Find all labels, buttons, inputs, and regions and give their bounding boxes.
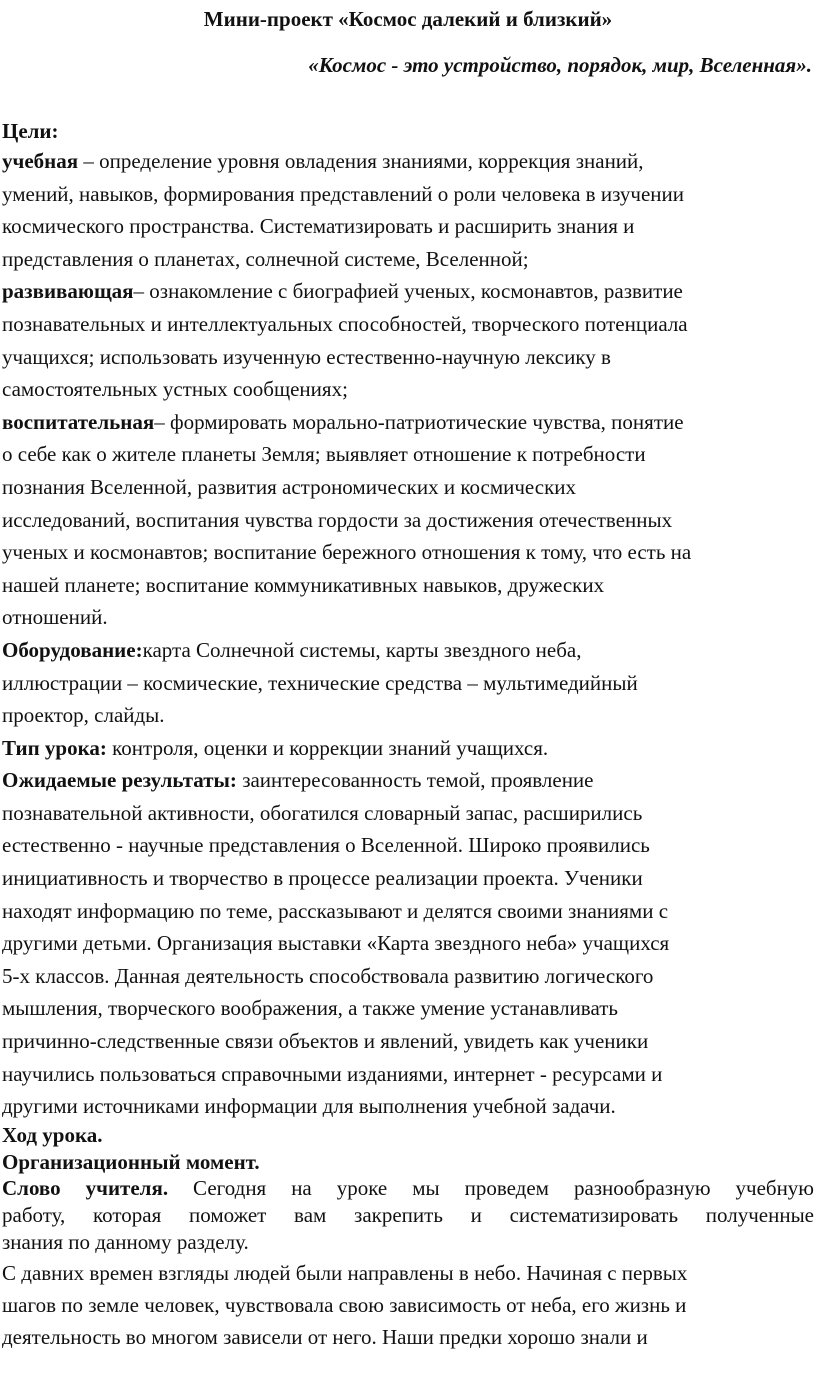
text-line: причинно-следственные связи объектов и явлений, увидеть как ученики	[2, 1029, 649, 1054]
text-line: проектор, слайды.	[2, 703, 165, 728]
text-line: учащихся; использовать изученную естественно-научную лексику в	[2, 344, 611, 369]
text-line: познавательной активности, обогатился словарный запас, расширились	[2, 800, 643, 825]
epigraph: «Космос - это устройство, порядок, мир, Вселенная».	[308, 53, 812, 77]
text-line: мышления, творческого воображения, а также умение устанавливать	[2, 996, 618, 1021]
text-line: познавательных и интеллектуальных способностей, творческого потенциала	[2, 311, 688, 336]
lesson-type-line: Тип урока: контроля, оценки и коррекции знаний учащихся.	[2, 735, 549, 760]
closing-paragraph	[2, 1257, 814, 1353]
lesson-type-label: Тип урока:	[2, 735, 107, 760]
text-line: научились пользоваться справочными изданиями, интернет - ресурсами и	[2, 1061, 663, 1086]
text-line: космического пространства. Систематизировать и расширить знания и	[2, 214, 635, 239]
goals-educational-line-1: учебная – определение уровня овладения знаниями, коррекция знаний,	[2, 149, 644, 173]
goals-developmental-line-1: развивающая– ознакомление с биографией ученых, космонавтов, развитие	[2, 279, 683, 304]
text-line: находят информацию по теме, рассказывают и делятся своими знаниями с	[2, 898, 669, 923]
text-line: С давних времен взгляды людей были направлены в небо. Начиная с первых	[2, 1261, 688, 1285]
document-title: Мини-проект «Космос далекий и близкий»	[203, 7, 613, 31]
upbringing-label: воспитательная	[2, 409, 155, 434]
text-line: шагов по земле человек, чувствовала свою зависимость от неба, его жизнь и	[2, 1293, 687, 1317]
text-line: исследований, воспитания чувства гордости за достижения отечественных	[2, 507, 673, 532]
equipment-label: Оборудование:	[2, 637, 143, 662]
text-line: знания по данному разделу.	[2, 1230, 249, 1254]
goals-heading: Цели:	[2, 119, 59, 143]
text-line: ученых и космонавтов; воспитание бережного отношения к тому, что есть на	[2, 540, 692, 565]
text-line: представления о планетах, солнечной системе, Вселенной;	[2, 246, 529, 271]
text-line: работу, которая поможет вам закрепить и систематизировать полученные	[2, 1203, 814, 1227]
text-line: инициативность и творчество в процессе реализации проекта. Ученики	[2, 866, 643, 891]
text-line: деятельность во многом зависели от него. Наши предки хорошо знали и	[2, 1325, 648, 1349]
text-line: другими источниками информации для выполнения учебной задачи.	[2, 1094, 616, 1119]
text-line: нашей планете; воспитание коммуникативных навыков, дружеских	[2, 572, 605, 597]
equipment-line-1: Оборудование:карта Солнечной системы, карты звездного неба,	[2, 637, 582, 662]
teacher-word-section	[2, 1175, 814, 1256]
expected-results-line-1: Ожидаемые результаты: заинтересованность темой, проявление	[2, 768, 594, 793]
text-line: естественно - научные представления о Вселенной. Широко проявились	[2, 833, 650, 858]
educational-label: учебная	[2, 149, 79, 173]
text-line: самостоятельных устных сообщениях;	[2, 377, 348, 402]
goals-section	[2, 145, 814, 1123]
teacher-word-line-1: Слово учителя. Сегодня на уроке мы проведем разнообразную учебную	[2, 1176, 814, 1200]
lesson-flow-heading: Ход урока.	[2, 1123, 103, 1147]
expected-results-label: Ожидаемые результаты:	[2, 768, 237, 793]
text-line: иллюстрации – космические, технические средства – мультимедийный	[2, 670, 638, 695]
teacher-word-label: Слово учителя.	[2, 1176, 169, 1200]
developmental-label: развивающая	[2, 279, 134, 304]
text-line: другими детьми. Организация выставки «Карта звездного неба» учащихся	[2, 931, 670, 956]
text-line: 5-х классов. Данная деятельность способствовала развитию логического	[2, 963, 654, 988]
text-line: отношений.	[2, 605, 108, 630]
text-line: о себе как о жителе планеты Земля; выявляет отношение к потребности	[2, 442, 646, 467]
goals-upbringing-line-1: воспитательная– формировать морально-патриотические чувства, понятие	[2, 409, 684, 434]
text-line: познания Вселенной, развития астрономических и космических	[2, 474, 577, 499]
text-line: умений, навыков, формирования представлений о роли человека в изучении	[2, 181, 685, 206]
org-moment-heading: Организационный момент.	[2, 1150, 260, 1174]
